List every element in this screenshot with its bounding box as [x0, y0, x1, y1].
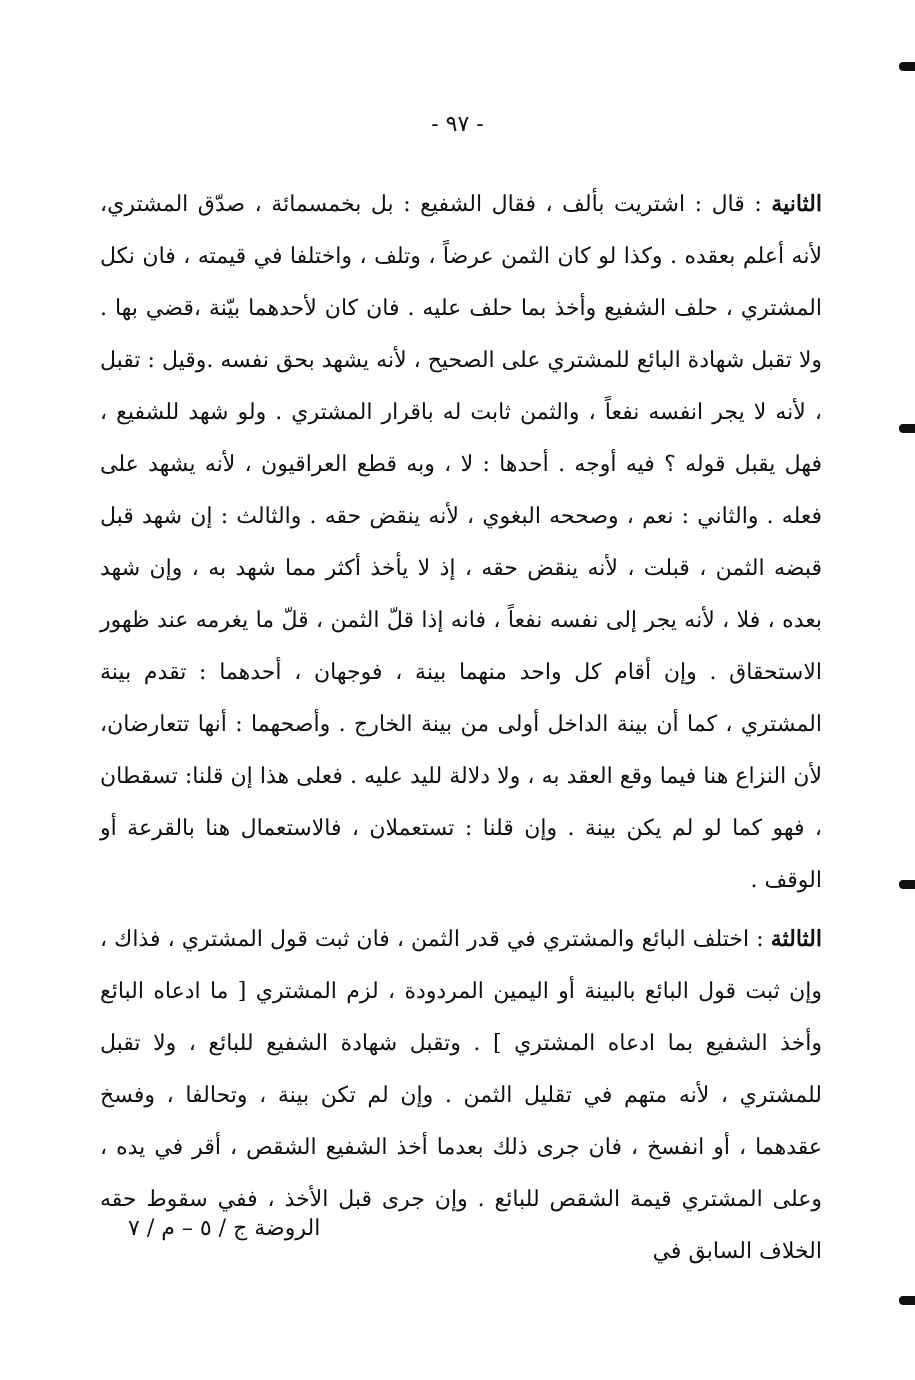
margin-mark	[899, 62, 915, 71]
body-text	[100, 178, 822, 1278]
page-number: - ٩٧ -	[431, 112, 484, 137]
paragraph-lead: الثانية	[771, 191, 822, 217]
margin-mark	[899, 424, 915, 433]
paragraph-lead: الثالثة	[770, 926, 822, 952]
page-footer-signature: الروضة ج / ٥ – م / ٧	[128, 1216, 321, 1241]
paragraph-second-issue	[100, 178, 822, 907]
paragraph-body: : قال : اشتريت بألف ، فقال الشفيع : بل بخمسمائة ، صدّق المشتري، لأنه أعلم بعقده . وكذا لو كان الثمن عرضاً ، وتلف ، واختلفا في قيمته ، فان نكل المشتري ، حلف الشفيع وأخذ بما حلف عليه . فان كان لأحدهما بيّنة ،قضي بها . ولا تقبل شهادة البائع للمشتري على الصحيح ، لأنه يشهد بحق نفسه .وقيل : تقبل ، لأنه لا يجر انفسه نفعاً ، والثمن ثابت له باقرار المشتري . ولو شهد للشفيع ، فهل يقبل قوله ؟ فيه أوجه . أحدها : لا ، وبه قطع العراقيون ، لأنه يشهد على فعله . والثاني : نعم ، وصححه البغوي ، لأنه ينقض حقه . والثالث : إن شهد قبل قبضه الثمن ، قبلت ، لأنه ينقض حقه ، إذ لا يأخذ أكثر مما شهد به ، وإن شهد بعده ، فلا ، لأنه يجر إلى نفسه نفعاً ، فانه إذا قلّ الثمن ، قلّ ما يغرمه عند ظهور الاستحقاق . وإن أقام كل واحد منهما بينة ، فوجهان ، أحدهما : تقدم بينة المشتري ، كما أن بينة الداخل أولى من بينة الخارج . وأصحهما : أنها تتعارضان، لأن النزاع هنا فيما وقع العقد به ، ولا دلالة لليد عليه . فعلى هذا إن قلنا: تسقطان ، فهو كما لو لم يكن بينة . وإن قلنا : تستعملان ، فالاستعمال هنا بالقرعة أو الوقف .	[100, 192, 823, 893]
margin-mark	[899, 880, 915, 889]
paragraph-body: : اختلف البائع والمشتري في قدر الثمن ، فان ثبت قول المشتري ، فذاك ، وإن ثبت قول البائع بالبينة أو اليمين المردودة ، لزم المشتري [ ما ادعاه البائع وأخذ الشفيع بما ادعاه المشتري ] . وتقبل شهادة الشفيع للبائع ، ولا تقبل للمشتري ، لأنه متهم في تقليل الثمن . وإن لم تكن بينة ، وتحالفا ، وفسخ عقدهما ، أو انفسخ ، فان جرى ذلك بعدما أخذ الشفيع الشقص ، أقر في يده ، وعلى المشتري قيمة الشقص للبائع . وإن جرى قبل الأخذ ، ففي سقوط حقه الخلاف السابق في	[100, 927, 822, 1264]
margin-mark	[899, 1296, 915, 1305]
